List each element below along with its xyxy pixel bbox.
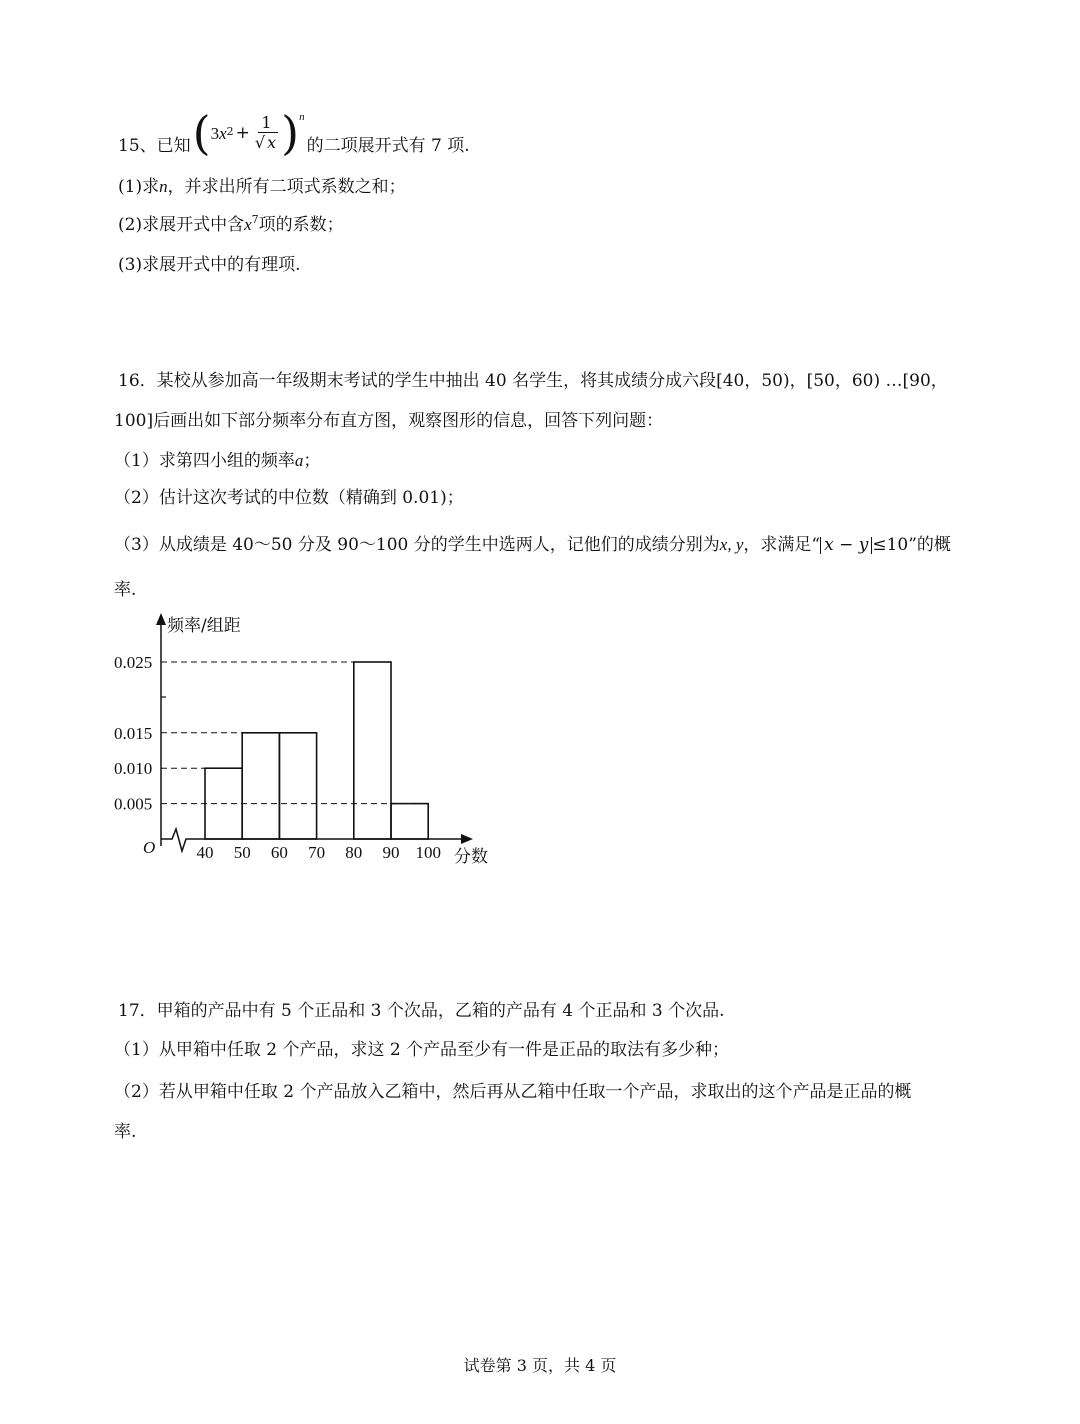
- q16-statement-line1: 16．某校从参加高一年级期末考试的学生中抽出 40 名学生，将其成绩分成六段[40，50)，[50，60) …[90，: [118, 371, 948, 391]
- q15-part-2: (2)求展开式中含$x^7$项的系数；: [118, 213, 344, 235]
- left-paren: (: [192, 106, 211, 160]
- y-axis-arrow-icon: [156, 613, 166, 625]
- q17-part-1: （1）从甲箱中任取 2 个产品，求这 2 个产品至少有一件是正品的取法有多少种；: [114, 1040, 730, 1060]
- y-tick-label: 0.010: [114, 759, 153, 779]
- origin-label: O: [143, 838, 156, 857]
- x-tick-label: 60: [270, 843, 288, 862]
- x-tick-label: 80: [345, 843, 363, 862]
- y-tick-label: 0.015: [114, 723, 153, 743]
- x-tick-label: 40: [196, 843, 214, 862]
- q15-prefix: 已知: [156, 136, 191, 156]
- y-axis-label: 频率/组距: [167, 616, 241, 636]
- q16-part-1: （1）求第四小组的频率a；: [114, 451, 321, 471]
- x-tick-label: 50: [233, 843, 251, 862]
- y-tick-label: 0.025: [114, 653, 153, 672]
- x-tick-label: 100: [415, 843, 441, 862]
- histogram-bar-90-100: [391, 804, 428, 839]
- x-tick-label: 70: [308, 843, 326, 862]
- q16-part-3-end: 率.: [114, 580, 137, 600]
- histogram-bar-80-90: [354, 662, 391, 839]
- histogram-bar-50-60: [242, 733, 279, 839]
- histogram-bar-60-70: [279, 733, 316, 839]
- fraction: $\frac{1}{√ x}$: [254, 113, 277, 152]
- x-tick-label: 90: [382, 843, 400, 862]
- q17-part-2-end: 率.: [114, 1122, 137, 1142]
- q15-part-3: (3)求展开式中的有理项.: [118, 255, 301, 275]
- x-axis-label: 分数: [454, 847, 488, 867]
- exponent-n: n: [299, 110, 305, 123]
- q16-part-3: （3）从成绩是 40～50 分及 90～100 分的学生中选两人，记他们的成绩分别为x, y，求满足“ x − y ≤10”的概: [114, 535, 951, 555]
- q17-statement: 17．甲箱的产品中有 5 个正品和 3 个次品，乙箱的产品有 4 个正品和 3 个次品.: [118, 1001, 725, 1021]
- right-paren: ): [281, 106, 300, 160]
- q15-suffix: 的二项展开式有 7 项.: [306, 136, 470, 156]
- x-axis-arrow-icon: [461, 834, 473, 844]
- sqrt-icon: √: [254, 133, 266, 152]
- q16-part-2: （2）估计这次考试的中位数（精确到 0.01)；: [114, 488, 464, 508]
- q15-number: 15、: [118, 136, 157, 156]
- page-footer: 试卷第 3 页，共 4 页: [463, 1356, 617, 1375]
- q15-binomial-formula: ( 3 x $^2$ + $\frac{1}{√ x}$ ) $^n$: [192, 106, 305, 160]
- q16-statement-line2: 100]后画出如下部分频率分布直方图，观察图形的信息，回答下列问题：: [114, 411, 664, 431]
- q17-part-2: （2）若从甲箱中任取 2 个产品放入乙箱中，然后再从乙箱中任取一个产品，求取出的这个产品是正品的概: [114, 1082, 912, 1102]
- absolute-value: x − y: [820, 537, 872, 554]
- y-tick-label: 0.005: [114, 794, 153, 814]
- q15-part-1: (1)求n，并求出所有二项式系数之和；: [118, 177, 406, 197]
